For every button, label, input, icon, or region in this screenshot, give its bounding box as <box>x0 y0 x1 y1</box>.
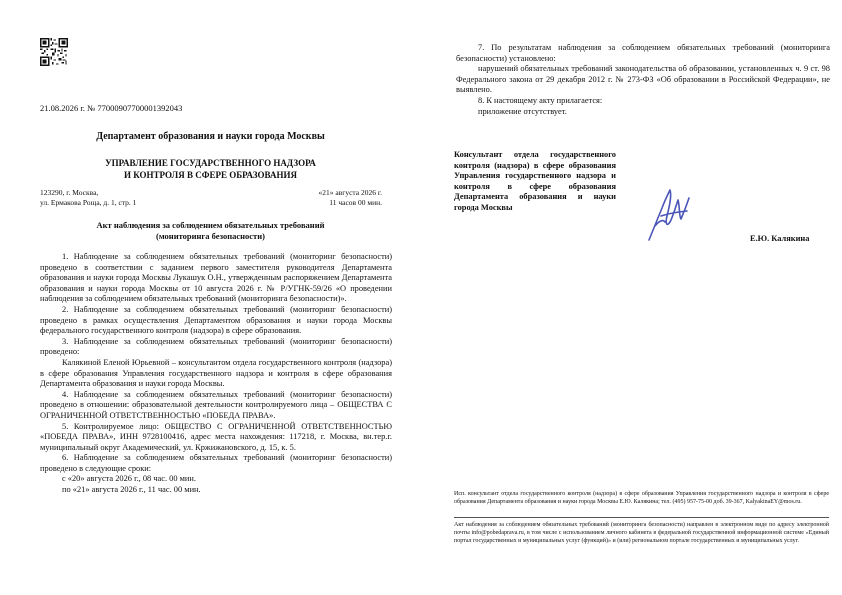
address-line-2: ул. Ермакова Роща, д. 1, стр. 1 <box>40 198 137 207</box>
right-page <box>421 0 842 595</box>
paragraph-3-detail: Калякиной Еленой Юрьевной – консультантом отдела государственного контроля (надзора) в сфере образования Управления государственного надзора и контроля в сфере образования Департамента образования и науки города Москвы. <box>40 357 392 389</box>
act-body-continued <box>456 43 830 117</box>
paragraph-8: 8. К настоящему акту прилагается: <box>478 95 603 105</box>
administration-line-1: УПРАВЛЕНИЕ ГОСУДАРСТВЕННОГО НАДЗОРА <box>105 158 316 168</box>
act-title <box>0 220 421 242</box>
qr-code-icon <box>40 38 68 66</box>
paragraph-8-detail: приложение отсутствует. <box>478 106 567 116</box>
act-body <box>40 252 392 496</box>
paragraph-4: 4. Наблюдение за соблюдением обязательных требований (мониторинг безопасности) проведено в отношении: образовательной деятельности контролируемого лица – ОБЩЕСТВА С ОГРАНИЧЕННОЙ ОТВЕТСТВЕННОСТЬЮ «ПОБЕДА ПРАВА». <box>40 389 392 420</box>
footer-divider <box>454 517 829 518</box>
administration-line-2: И КОНТРОЛЯ В СФЕРЕ ОБРАЗОВАНИЯ <box>123 170 297 180</box>
period-end: по «21» августа 2026 г., 11 час. 00 мин. <box>62 485 201 495</box>
document-number: 21.08.2026 г. № 77000907700001392043 <box>40 103 183 113</box>
act-date-line-2: 11 часов 00 мин. <box>329 198 382 207</box>
footer-notice: Акт наблюдения за соблюдением обязательных требований (мониторинга безопасности) направлен в электронном виде по адресу электронной почты info@pobedaprava.ru, в том числе с использованием личного кабинета в федеральной государственной информационной системе «Единый портал государственных и муниципальных услуг (функций)» и (или) региональном портале государственных и муниципальных услуг. <box>454 522 829 544</box>
signatory-name: Е.Ю. Калякина <box>750 234 810 243</box>
act-title-line-1: Акт наблюдения за соблюдением обязательных требований <box>96 220 325 230</box>
signature-mark <box>643 186 695 244</box>
administration-name <box>0 157 421 181</box>
issuer-address <box>40 188 136 208</box>
paragraph-3: 3. Наблюдение за соблюдением обязательных требований (мониторинг безопасности) проведено: <box>40 336 392 357</box>
period-start: с «20» августа 2026 г., 08 час. 00 мин. <box>62 474 196 484</box>
paragraph-7: 7. По результатам наблюдения за соблюдением обязательных требований (мониторинга безопасности) установлено: <box>456 43 830 63</box>
act-title-line-2: (мониторинга безопасности) <box>156 231 265 241</box>
act-date-line-1: «21» августа 2026 г. <box>318 188 382 197</box>
footer-executor: Исп. консультант отдела государственного контроля (надзора) в сфере образования Управления государственного надзора и контроля в сфере образования Департамента образования и науки города Москвы Е.Ю. Калякина; тел. (495) 957-75-00 доб. 39-367, KalyakinaEY@mos.ru. <box>454 491 829 505</box>
address-line-1: 123290, г. Москва, <box>40 188 99 197</box>
paragraph-7-detail: нарушений обязательных требований законодательства об образовании, установленных ч. 9 ст. 98 Федерального закона от 29 декабря 2012 г. № 273-ФЗ «Об образовании в Российской Федерации», не выявлено. <box>456 64 830 95</box>
department-name: Департамент образования и науки города Москвы <box>96 131 325 142</box>
act-date <box>319 188 382 208</box>
paragraph-2: 2. Наблюдение за соблюдением обязательных требований (мониторинг безопасности) проведено в рамках осуществления Департаментом образования и науки города Москвы федерального государственного контроля (надзора) в сфере образования. <box>40 304 392 336</box>
paragraph-6: 6. Наблюдение за соблюдением обязательных требований (мониторинг безопасности) проведено в следующие сроки: <box>40 453 392 473</box>
paragraph-5: 5. Контролируемое лицо: ОБЩЕСТВО С ОГРАНИЧЕННОЙ ОТВЕТСТВЕННОСТЬЮ «ПОБЕДА ПРАВА», ИНН 9728100416, адрес места нахождения: 117218, г. Москва, вн.тер.г. муниципальный округ Академический, ул. Кржижановского, д. 15, к. 5. <box>40 421 392 452</box>
signatory-title: Консультант отдела государственного контроля (надзора) в сфере образования Управления государственного надзора и контроля в сфере образования Департамента образования и науки города Москвы <box>454 150 616 212</box>
paragraph-1: 1. Наблюдение за соблюдением обязательных требований (мониторинг безопасности) проведено в соответствии с заданием первого заместителя руководителя Департамента образования и науки города Москвы Лукашук О.Н., утвержденным распоряжением Департамента образования и науки города Москвы от 10 августа 2026 г. № Р/УГНК-59/26 «О проведении наблюдения за соблюдением обязательных требований (мониторинга безопасности)». <box>40 252 392 304</box>
